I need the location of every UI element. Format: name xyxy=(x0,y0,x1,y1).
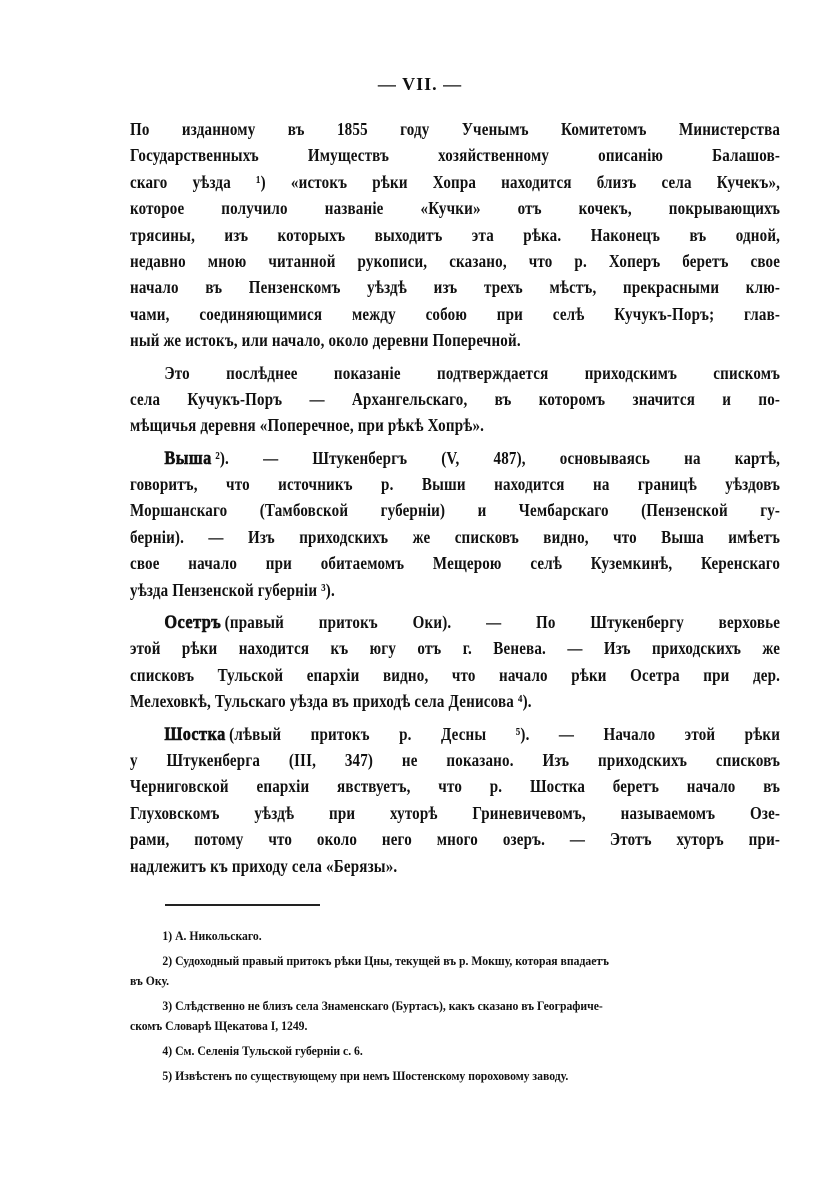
text-line xyxy=(130,445,780,471)
entry-headword: Выша xyxy=(164,447,212,469)
line-text: списковъ Тульской епархіи видно, что начало рѣки Осетра при дер. xyxy=(130,664,781,685)
text-line xyxy=(130,773,780,799)
paragraph xyxy=(130,445,780,603)
text-line xyxy=(130,386,780,412)
line-text: Черниговской епархіи явствуетъ, что р. Шостка беретъ начало въ xyxy=(130,776,781,797)
line-text: Моршанскаго (Тамбовской губерніи) и Чембарскаго (Пензенской гу- xyxy=(130,500,781,521)
text-line xyxy=(130,360,780,386)
line-text: По изданному въ 1855 году Ученымъ Комитетомъ Министерства xyxy=(130,119,781,139)
text-line xyxy=(130,635,780,661)
text-line xyxy=(130,497,780,523)
footnotes xyxy=(130,926,780,1091)
footnote xyxy=(130,1066,780,1086)
line-text: Государственныхъ Имуществъ хозяйственному описанію Балашов- xyxy=(130,145,781,166)
line-text: Мелеховкѣ, Тульскаго уѣзда въ приходѣ села Денисова ⁴). xyxy=(130,691,532,712)
line-text: скаго уѣзда ¹) «истокъ рѣки Хопра находится близъ села Кучекъ», xyxy=(130,171,781,192)
line-text: села Кучукъ-Поръ — Архангельскаго, въ которомъ значится и по- xyxy=(130,388,781,409)
line-text: которое получило названіе «Кучки» отъ кочекъ, покрывающихъ xyxy=(130,198,781,219)
text-line xyxy=(130,800,780,826)
footnote-line: 5) Извѣстенъ по существующему при немъ Шостенскому пороховому заводу. xyxy=(162,1068,569,1083)
footnote-line: 2) Судоходный правый притокъ рѣки Цны, текущей въ р. Мокшу, которая впадаетъ xyxy=(162,953,609,968)
text-line xyxy=(130,142,780,168)
line-text: свое начало при обитаемомъ Мещерою селѣ Куземкинѣ, Керенскаго xyxy=(130,553,781,574)
line-text: ²). — Штукенбергъ (V, 487), основываясь на картѣ, xyxy=(215,447,781,468)
footnote-line: 3) Слѣдственно не близъ села Знаменскаго (Буртасъ), какъ сказано въ Географиче- xyxy=(162,998,603,1013)
paragraph xyxy=(130,609,780,715)
line-text: у Штукенберга (III, 347) не показано. Изъ приходскихъ списковъ xyxy=(130,749,781,770)
paragraph xyxy=(130,360,780,439)
line-text: берніи). — Изъ приходскихъ же списковъ видно, что Выша имѣетъ xyxy=(130,526,781,547)
footnote-line: 1) А. Никольскаго. xyxy=(162,928,262,943)
text-line xyxy=(130,169,780,195)
text-line xyxy=(130,222,780,248)
line-text: уѣзда Пензенской губерніи ³). xyxy=(130,579,335,600)
footnote-line: въ Оку. xyxy=(130,973,170,988)
line-text: надлежитъ къ приходу села «Берязы». xyxy=(130,855,398,876)
text-line xyxy=(130,274,780,300)
line-text: чами, соединяющимися между собою при селѣ Кучукъ-Поръ; глав- xyxy=(130,303,781,324)
text-line xyxy=(130,412,780,438)
line-text: ный же истокъ, или начало, около деревни Поперечной. xyxy=(130,330,521,351)
entry-headword: Шостка xyxy=(164,723,226,745)
line-text: Глуховскомъ уѣздѣ при хуторѣ Гриневичевомъ, называемомъ Озе- xyxy=(130,802,781,823)
line-text: Это послѣднее показаніе подтверждается приходскимъ спискомъ xyxy=(164,362,781,383)
text-line xyxy=(130,747,780,773)
line-text: (правый притокъ Оки). — По Штукенбергу верховье xyxy=(224,612,781,633)
footnote xyxy=(130,926,780,946)
entry-headword: Осетръ xyxy=(164,612,222,634)
text-line xyxy=(130,524,780,550)
text-line xyxy=(130,327,780,353)
text-line xyxy=(130,195,780,221)
text-line xyxy=(130,662,780,688)
text-line xyxy=(130,577,780,603)
text-line xyxy=(130,853,780,879)
line-text: (лѣвый притокъ р. Десны ⁵). — Начало этой рѣки xyxy=(229,723,781,744)
footnote-line: 4) См. Селенія Тульской губерніи с. 6. xyxy=(162,1043,363,1058)
paragraph xyxy=(130,721,780,879)
text-line xyxy=(130,826,780,852)
line-text: недавно мною читанной рукописи, сказано, что р. Хоперъ беретъ свое xyxy=(130,250,781,271)
footnote xyxy=(130,1041,780,1061)
paragraph xyxy=(130,116,780,354)
text-line xyxy=(130,721,780,747)
text-line xyxy=(130,471,780,497)
footnote-divider xyxy=(165,904,320,906)
line-text: рами, потому что около него много озеръ. — Этотъ хуторъ при- xyxy=(130,829,781,850)
line-text: мѣщичья деревня «Поперечное, при рѣкѣ Хопрѣ». xyxy=(130,415,485,436)
line-text: этой рѣки находится къ югу отъ г. Венева. — Изъ приходскихъ же xyxy=(130,638,781,659)
line-text: начало въ Пензенскомъ уѣздѣ изъ трехъ мѣстъ, прекрасными клю- xyxy=(130,277,781,298)
footnote-line: скомъ Словарѣ Щекатова I, 1249. xyxy=(130,1018,308,1033)
footnote xyxy=(130,996,780,1036)
line-text: говоритъ, что источникъ р. Выши находится на границѣ уѣздовъ xyxy=(130,474,781,495)
text-line xyxy=(130,550,780,576)
text-line xyxy=(130,116,780,142)
footnote xyxy=(130,951,780,991)
text-line xyxy=(130,688,780,714)
text-line xyxy=(130,609,780,635)
text-line xyxy=(130,248,780,274)
line-text: трясины, изъ которыхъ выходитъ эта рѣка. Наконецъ въ одной, xyxy=(130,224,781,245)
text-line xyxy=(130,301,780,327)
page-number: — VII. — xyxy=(377,74,463,94)
main-text xyxy=(130,116,780,885)
